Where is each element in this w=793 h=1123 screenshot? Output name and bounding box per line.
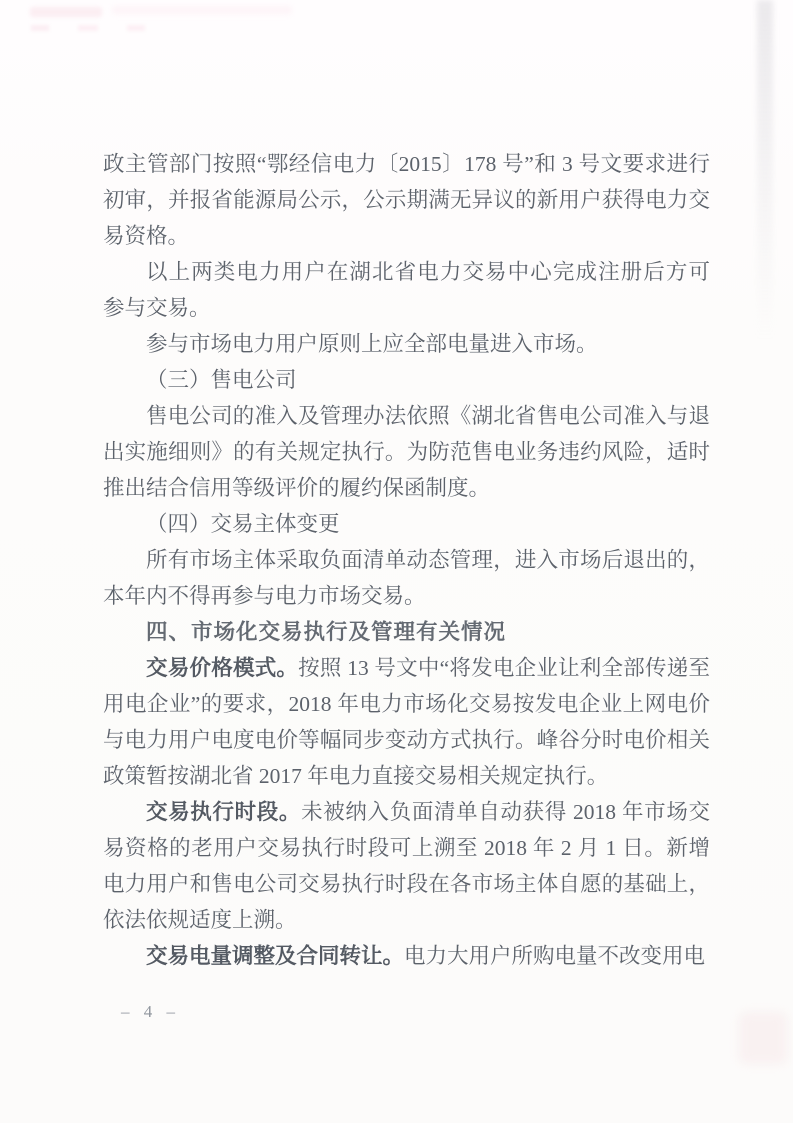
document-line: [103, 290, 710, 326]
line-text: 依法依规适度上溯。: [103, 908, 297, 932]
scan-artifact-dash: [127, 25, 145, 31]
scan-artifact-edge-shadow: [757, 0, 773, 340]
document-line: [103, 434, 710, 470]
line-text: 参与市场电力用户原则上应全部电量进入市场。: [146, 332, 598, 356]
line-text: 未被纳入负面清单自动获得 2018 年市场交: [301, 800, 710, 824]
line-text: 以上两类电力用户在湖北省电力交易中心完成注册后方可: [146, 260, 710, 284]
line-text: 电力大用户所购电量不改变用电: [404, 944, 706, 968]
document-line: [103, 146, 710, 182]
document-line: [103, 218, 710, 254]
document-line: [103, 398, 710, 434]
line-text: 按照 13 号文中“将发电企业让利全部传递至: [298, 656, 710, 680]
text-block: [103, 146, 710, 974]
document-line: [103, 830, 710, 866]
scan-artifact-smudge: [30, 7, 102, 17]
document-line: [103, 722, 710, 758]
document-line: [103, 758, 710, 794]
line-text: 易资格的老用户交易执行时段可上溯至 2018 年 2 月 1 日。新增: [103, 836, 710, 860]
document-line: [103, 938, 710, 974]
document-line: [103, 902, 710, 938]
document-line: [103, 794, 710, 830]
line-text: 本年内不得再参与电力市场交易。: [103, 584, 426, 608]
bold-lead-text: 交易电量调整及合同转让。: [146, 944, 405, 968]
line-text: 用电企业”的要求，2018 年电力市场化交易按发电企业上网电价: [103, 692, 710, 716]
line-text: 政策暂按湖北省 2017 年电力直接交易相关规定执行。: [103, 764, 609, 788]
document-line: [103, 506, 710, 542]
line-text: 易资格。: [103, 224, 190, 248]
section-heading: [103, 614, 710, 650]
line-text: 所有市场主体采取负面清单动态管理，进入市场后退出的，: [146, 548, 710, 572]
document-line: [103, 650, 710, 686]
line-text: 电力用户和售电公司交易执行时段在各市场主体自愿的基础上，: [103, 872, 710, 896]
document-line: [103, 362, 710, 398]
line-text: 推出结合信用等级评价的履约保函制度。: [103, 476, 491, 500]
scan-artifact-blob: [739, 1012, 787, 1064]
line-text: 售电公司的准入及管理办法依照《湖北省售电公司准入与退: [146, 404, 710, 428]
document-line: [103, 470, 710, 506]
line-text: 参与交易。: [103, 296, 211, 320]
line-text: 四、市场化交易执行及管理有关情况: [146, 620, 507, 644]
line-text: （三）售电公司: [146, 368, 297, 392]
line-text: （四）交易主体变更: [146, 512, 340, 536]
scan-artifact-smudge: [112, 6, 292, 14]
line-text: 初审，并报省能源局公示，公示期满无异议的新用户获得电力交: [103, 188, 710, 212]
document-line: [103, 542, 710, 578]
document-line: [103, 578, 710, 614]
line-text: 政主管部门按照“鄂经信电力〔2015〕178 号”和 3 号文要求进行: [103, 152, 710, 176]
bold-lead-text: 交易价格模式。: [146, 656, 299, 680]
document-line: [103, 182, 710, 218]
line-text: 与电力用户电度电价等幅同步变动方式执行。峰谷分时电价相关: [103, 728, 710, 752]
document-line: [103, 254, 710, 290]
line-text: 出实施细则》的有关规定执行。为防范售电业务违约风险，适时: [103, 440, 710, 464]
page-number: – 4 –: [121, 1002, 180, 1021]
scan-artifact-dash: [78, 25, 98, 31]
scan-artifact-dash: [31, 25, 49, 31]
document-line: [103, 686, 710, 722]
document-line: [103, 326, 710, 362]
bold-lead-text: 交易执行时段。: [146, 800, 302, 824]
document-line: [103, 866, 710, 902]
